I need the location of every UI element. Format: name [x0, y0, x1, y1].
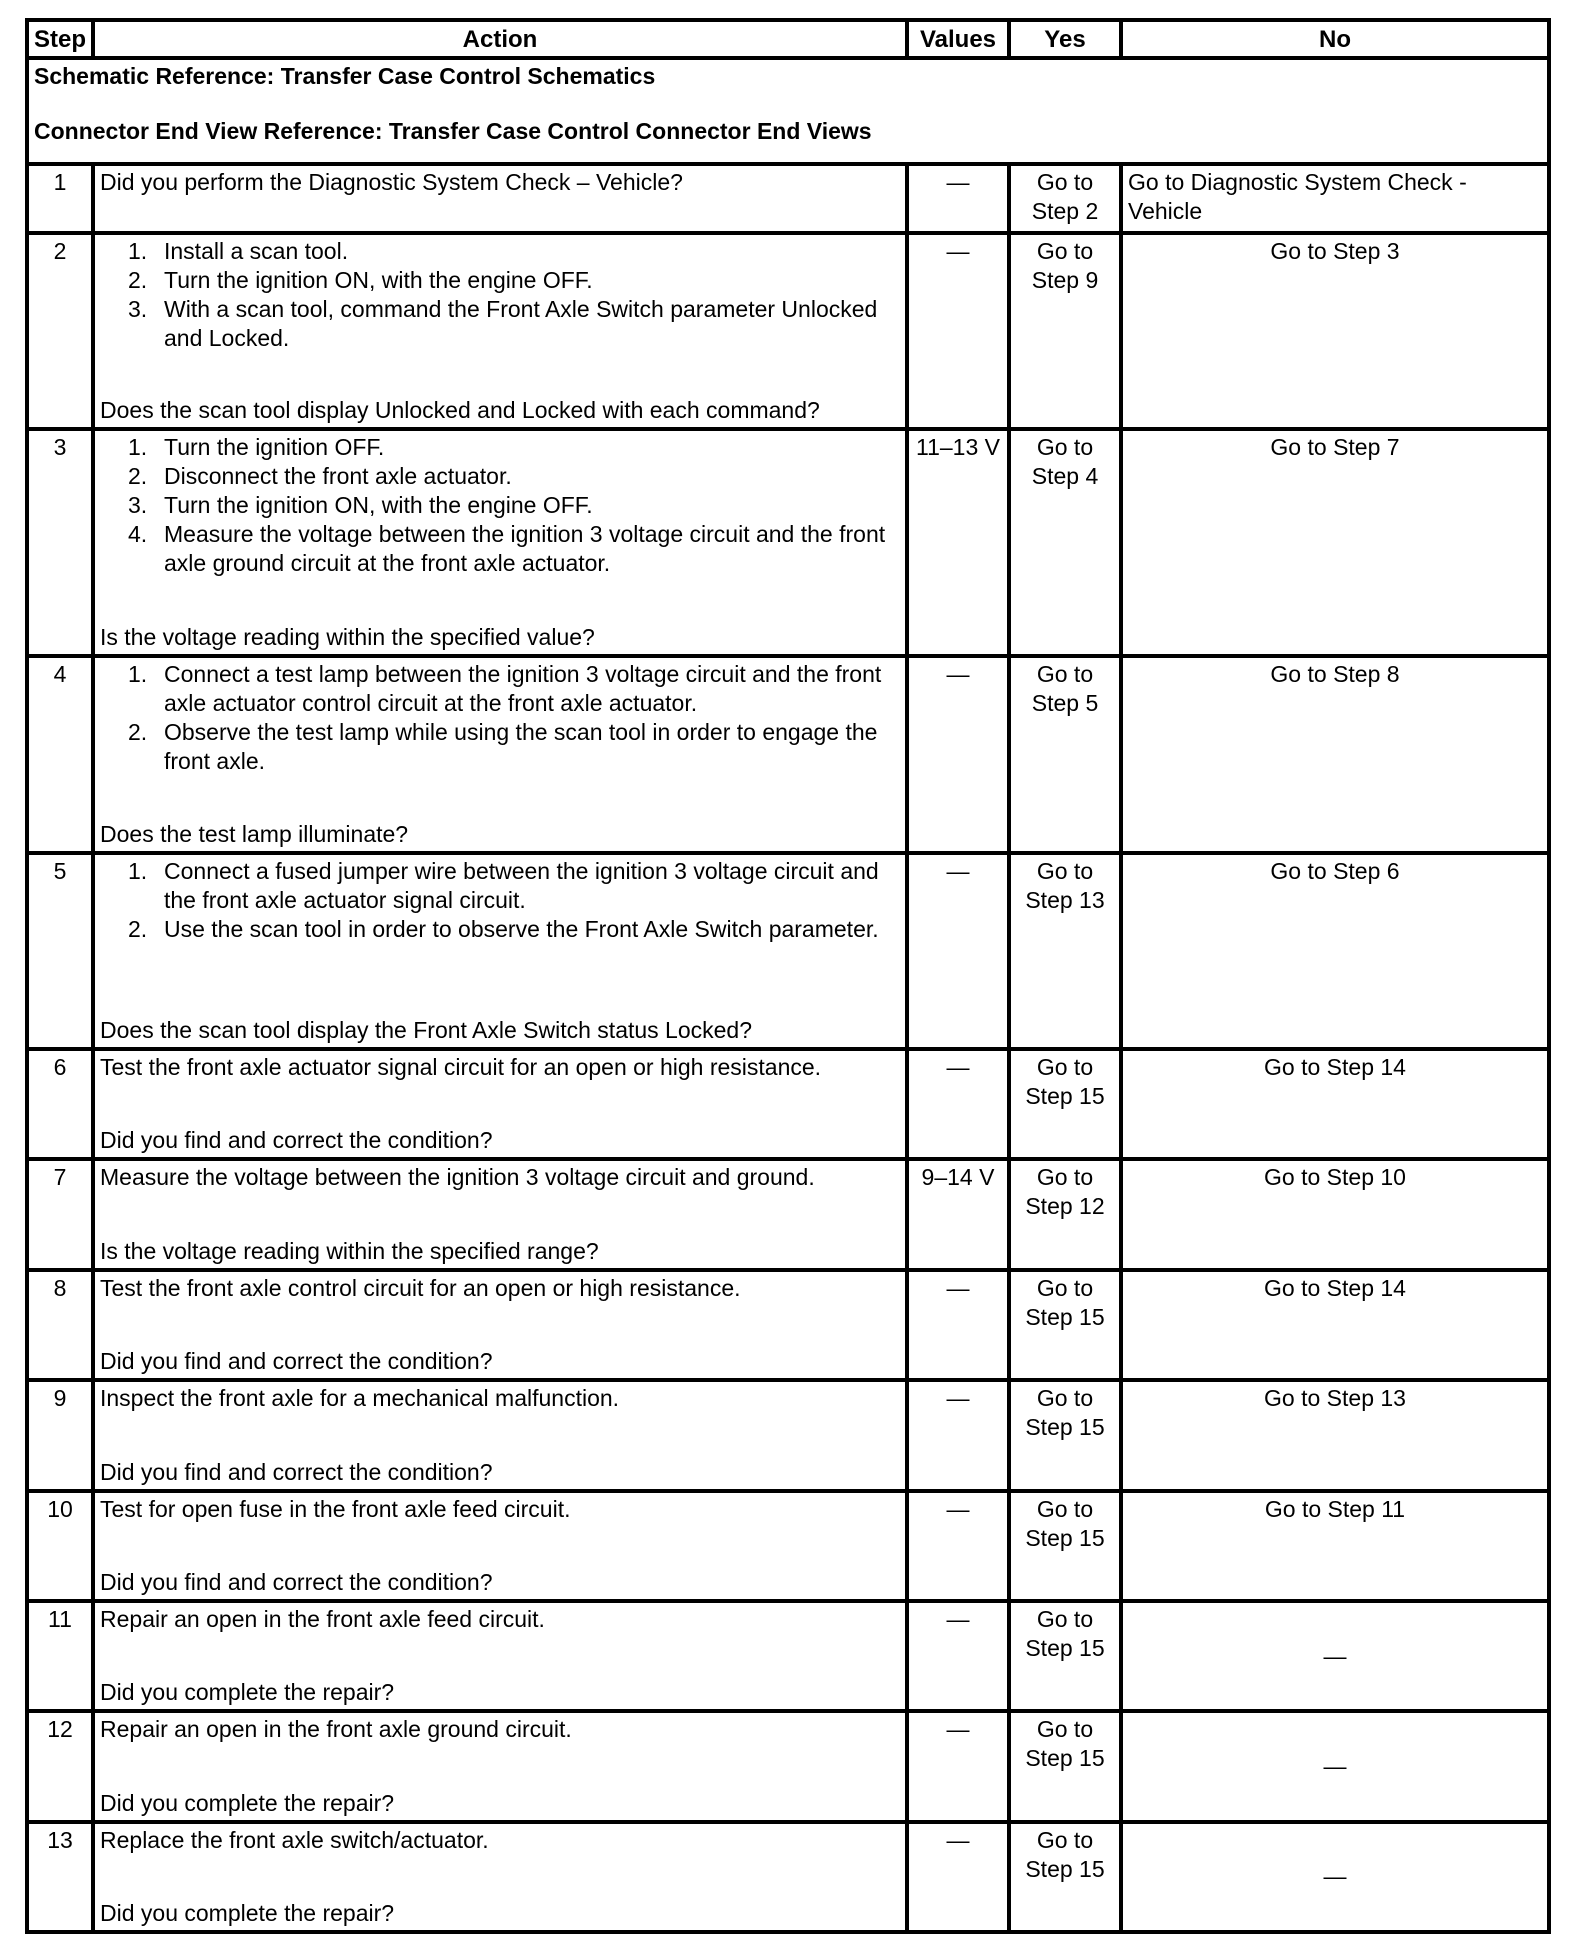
table-row [27, 429, 1549, 656]
list-item [100, 237, 900, 266]
substep-number: 1. [128, 857, 148, 884]
list-item [100, 433, 900, 462]
action-instruction: Test for open fuse in the front axle feed circuit. [100, 1495, 571, 1522]
spacer [34, 91, 1542, 117]
table-row [27, 1601, 1549, 1711]
yes-cell: Go to Step 15 [1009, 1601, 1121, 1711]
value-cell: — [907, 1270, 1009, 1380]
substep-text: Turn the ignition ON, with the engine OFF. [164, 266, 593, 293]
action-instruction: Measure the voltage between the ignition 3 voltage circuit and ground. [100, 1164, 815, 1191]
action-cell [93, 853, 907, 1050]
action-top [100, 433, 900, 578]
no-cell: Go to Step 10 [1121, 1159, 1549, 1269]
value-cell: — [907, 164, 1009, 232]
list-item [100, 462, 900, 491]
action-cell [93, 1822, 907, 1932]
action-instruction: Replace the front axle switch/actuator. [100, 1826, 489, 1853]
action-question: Did you complete the repair? [100, 1679, 395, 1706]
substep-number: 2. [128, 463, 148, 490]
list-item [100, 520, 900, 578]
substep-text: With a scan tool, command the Front Axle Switch parameter Unlocked and Locked. [164, 295, 878, 351]
header-values: Values [907, 20, 1009, 58]
value-cell: 9–14 V [907, 1159, 1009, 1269]
substep-text: Connect a test lamp between the ignition 3 voltage circuit and the front axle actuator control circuit at the front axle actuator. [164, 660, 882, 716]
action-question: Did you find and correct the condition? [100, 1348, 493, 1375]
yes-cell: Go to Step 15 [1009, 1380, 1121, 1490]
action-top [100, 1384, 900, 1413]
header-no: No [1121, 20, 1549, 58]
action-question: Is the voltage reading within the specified range? [100, 1237, 599, 1264]
substep-text: Turn the ignition ON, with the engine OFF. [164, 492, 593, 519]
substep-text: Install a scan tool. [164, 237, 349, 264]
step-number: 5 [27, 853, 93, 1050]
no-cell: — [1121, 1822, 1549, 1932]
value-cell: — [907, 656, 1009, 853]
value-cell: — [907, 1601, 1009, 1711]
list-item [100, 857, 900, 915]
substep-number: 4. [128, 521, 148, 548]
header-action: Action [93, 20, 907, 58]
step-number: 3 [27, 429, 93, 656]
action-top [100, 857, 900, 944]
table-row [27, 1822, 1549, 1932]
action-top [100, 1495, 900, 1524]
action-content [100, 168, 900, 228]
no-cell: Go to Step 11 [1121, 1491, 1549, 1601]
table-row [27, 1270, 1549, 1380]
yes-cell: Go to Step 12 [1009, 1159, 1121, 1269]
substep-text: Use the scan tool in order to observe the Front Axle Switch parameter. [164, 915, 879, 942]
yes-cell: Go to Step 9 [1009, 233, 1121, 430]
yes-cell: Go to Step 15 [1009, 1049, 1121, 1159]
action-question: Did you find and correct the condition? [100, 1127, 493, 1154]
yes-cell: Go to Step 13 [1009, 853, 1121, 1050]
no-cell: Go to Step 14 [1121, 1049, 1549, 1159]
substep-text: Disconnect the front axle actuator. [164, 463, 512, 490]
substep-text: Turn the ignition OFF. [164, 434, 385, 461]
action-content [100, 1274, 900, 1376]
value-cell: 11–13 V [907, 429, 1009, 656]
action-question: Did you complete the repair? [100, 1900, 395, 1926]
substep-list [100, 857, 900, 944]
table-row [27, 1380, 1549, 1490]
no-cell: Go to Diagnostic System Check - Vehicle [1121, 164, 1549, 232]
substep-text: Measure the voltage between the ignition 3 voltage circuit and the front axle ground circuit at the front axle actuator. [164, 521, 886, 577]
action-cell [93, 429, 907, 656]
action-content [100, 1605, 900, 1707]
step-number: 1 [27, 164, 93, 232]
action-content [100, 1715, 900, 1817]
substep-number: 2. [128, 718, 148, 745]
action-content [100, 1495, 900, 1597]
no-cell: Go to Step 14 [1121, 1270, 1549, 1380]
action-instruction: Repair an open in the front axle feed circuit. [100, 1605, 545, 1632]
value-cell: — [907, 1491, 1009, 1601]
no-cell: — [1121, 1601, 1549, 1711]
action-question: Did you complete the repair? [100, 1789, 395, 1816]
yes-cell: Go to Step 15 [1009, 1711, 1121, 1821]
step-number: 7 [27, 1159, 93, 1269]
action-cell [93, 1380, 907, 1490]
list-item [100, 660, 900, 718]
substep-number: 3. [128, 492, 148, 519]
yes-cell: Go to Step 15 [1009, 1491, 1121, 1601]
action-cell [93, 1049, 907, 1159]
list-item [100, 266, 900, 295]
value-cell: — [907, 1049, 1009, 1159]
no-cell: — [1121, 1711, 1549, 1821]
table-row [27, 853, 1549, 1050]
substep-number: 1. [128, 434, 148, 461]
substep-number: 2. [128, 266, 148, 293]
no-cell: Go to Step 3 [1121, 233, 1549, 430]
action-instruction: Repair an open in the front axle ground circuit. [100, 1716, 572, 1743]
action-top [100, 660, 900, 776]
step-number: 13 [27, 1822, 93, 1932]
header-yes: Yes [1009, 20, 1121, 58]
action-top [100, 1274, 900, 1303]
yes-cell: Go to Step 15 [1009, 1270, 1121, 1380]
header-row [27, 20, 1549, 58]
action-top [100, 1605, 900, 1634]
action-top [100, 1163, 900, 1192]
substep-list [100, 237, 900, 353]
action-cell [93, 1711, 907, 1821]
action-question: Does the scan tool display Unlocked and Locked with each command? [100, 397, 820, 424]
action-content [100, 1384, 900, 1486]
action-content [100, 1826, 900, 1928]
action-top [100, 1053, 900, 1082]
step-number: 4 [27, 656, 93, 853]
no-cell: Go to Step 7 [1121, 429, 1549, 656]
action-instruction: Inspect the front axle for a mechanical malfunction. [100, 1385, 620, 1412]
no-cell: Go to Step 6 [1121, 853, 1549, 1050]
table-row [27, 656, 1549, 853]
header-step: Step [27, 20, 93, 58]
value-cell: — [907, 853, 1009, 1050]
action-instruction: Test the front axle control circuit for an open or high resistance. [100, 1274, 741, 1301]
action-content [100, 1053, 900, 1155]
action-instruction: Test the front axle actuator signal circuit for an open or high resistance. [100, 1054, 822, 1081]
table-row [27, 1711, 1549, 1821]
no-cell: Go to Step 13 [1121, 1380, 1549, 1490]
action-content [100, 857, 900, 1046]
action-cell [93, 1491, 907, 1601]
action-cell [93, 1270, 907, 1380]
substep-list [100, 433, 900, 578]
action-top [100, 237, 900, 353]
action-question: Is the voltage reading within the specified value? [100, 623, 595, 650]
action-question: Does the scan tool display the Front Axle Switch status Locked? [100, 1017, 753, 1044]
yes-cell: Go to Step 15 [1009, 1822, 1121, 1932]
yes-cell: Go to Step 4 [1009, 429, 1121, 656]
action-top [100, 168, 900, 197]
action-top [100, 1715, 900, 1744]
diagnostic-table [25, 18, 1551, 1934]
action-cell [93, 233, 907, 430]
step-number: 2 [27, 233, 93, 430]
substep-number: 1. [128, 660, 148, 687]
action-question: Did you find and correct the condition? [100, 1458, 493, 1485]
substep-number: 2. [128, 915, 148, 942]
references-cell [27, 58, 1549, 164]
list-item [100, 295, 900, 353]
table-row [27, 1159, 1549, 1269]
step-number: 10 [27, 1491, 93, 1601]
step-number: 8 [27, 1270, 93, 1380]
list-item [100, 718, 900, 776]
action-question: Did you find and correct the condition? [100, 1568, 493, 1595]
substep-text: Observe the test lamp while using the scan tool in order to engage the front axle. [164, 718, 878, 774]
action-question: Does the test lamp illuminate? [100, 820, 409, 847]
substep-number: 3. [128, 295, 148, 322]
table-row [27, 164, 1549, 232]
value-cell: — [907, 1711, 1009, 1821]
step-number: 6 [27, 1049, 93, 1159]
substep-text: Connect a fused jumper wire between the ignition 3 voltage circuit and the front axle actuator signal circuit. [164, 857, 879, 913]
table-row [27, 233, 1549, 430]
table-row [27, 1049, 1549, 1159]
step-number: 12 [27, 1711, 93, 1821]
reference-row [27, 58, 1549, 164]
substep-list [100, 660, 900, 776]
schematic-reference: Schematic Reference: Transfer Case Control Schematics [34, 63, 656, 89]
value-cell: — [907, 1822, 1009, 1932]
action-top [100, 1826, 900, 1855]
action-cell [93, 1159, 907, 1269]
step-number: 11 [27, 1601, 93, 1711]
no-cell: Go to Step 8 [1121, 656, 1549, 853]
action-content [100, 433, 900, 652]
connector-reference: Connector End View Reference: Transfer Case Control Connector End Views [34, 118, 872, 144]
value-cell: — [907, 233, 1009, 430]
action-content [100, 1163, 900, 1265]
action-cell [93, 1601, 907, 1711]
action-cell [93, 656, 907, 853]
action-cell [93, 164, 907, 232]
yes-cell: Go to Step 5 [1009, 656, 1121, 853]
list-item [100, 491, 900, 520]
step-number: 9 [27, 1380, 93, 1490]
list-item [100, 915, 900, 944]
action-content [100, 237, 900, 426]
substep-number: 1. [128, 237, 148, 264]
table-row [27, 1491, 1549, 1601]
yes-cell: Go to Step 2 [1009, 164, 1121, 232]
action-content [100, 660, 900, 849]
action-instruction: Did you perform the Diagnostic System Check – Vehicle? [100, 169, 683, 196]
value-cell: — [907, 1380, 1009, 1490]
